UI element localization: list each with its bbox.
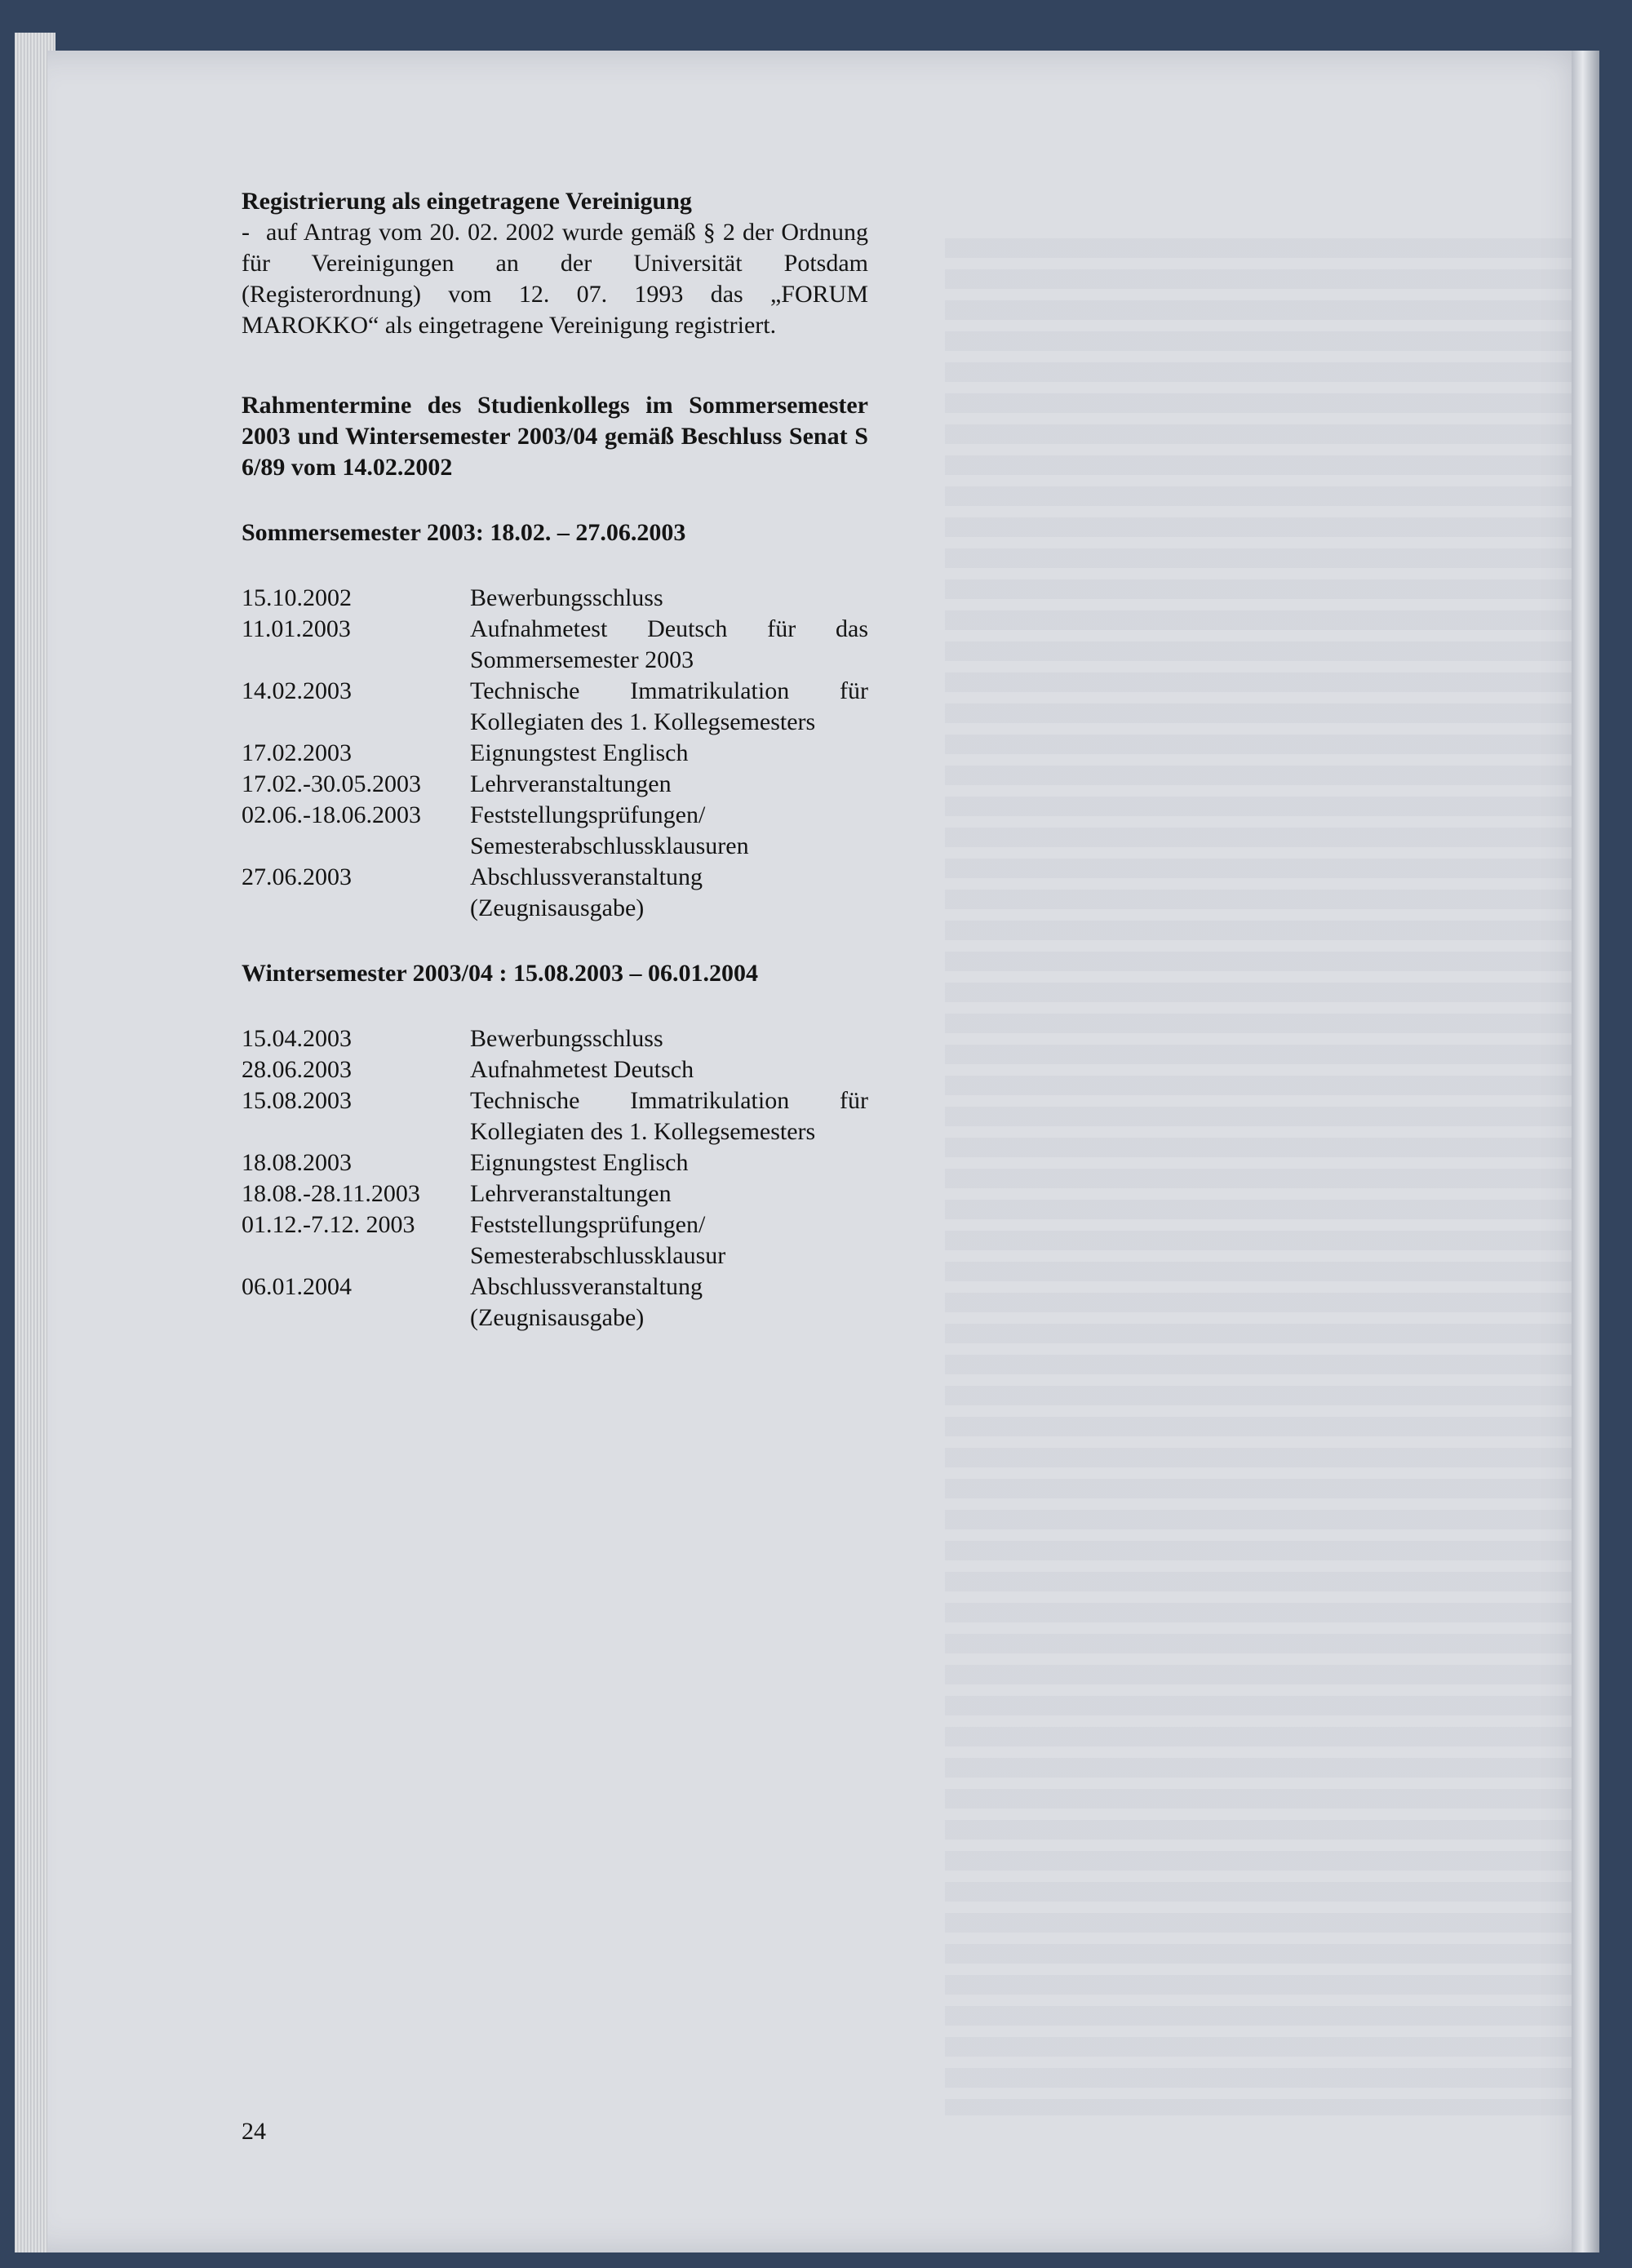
schedule-date: 11.01.2003: [242, 615, 351, 642]
schedule-row: [242, 1178, 868, 1209]
schedule-date: 15.04.2003: [242, 1025, 352, 1052]
schedule-row: [242, 738, 868, 769]
schedule-date: 17.02.2003: [242, 739, 352, 766]
list-dash: -: [242, 219, 250, 246]
winter-semester-heading: Wintersemester 2003/04 : 15.08.2003 – 06.01.2004: [242, 960, 758, 987]
registration-item: [242, 217, 868, 341]
schedule-row: [242, 1054, 868, 1085]
schedule-description: Technische Immatrikulation für Kollegiaten des 1. Kollegsemesters: [470, 677, 868, 735]
page-number: 24: [242, 2118, 266, 2145]
schedule-date: 15.10.2002: [242, 584, 352, 611]
schedule-date: 14.02.2003: [242, 677, 352, 704]
schedule-row: [242, 1209, 868, 1272]
schedule-date: 18.08.2003: [242, 1149, 352, 1176]
schedule-row: [242, 1272, 868, 1334]
summer-schedule: [242, 583, 868, 924]
schedule-date: 15.08.2003: [242, 1087, 352, 1114]
schedule-description: Bewerbungsschluss: [470, 584, 663, 611]
schedule-date: 01.12.-7.12. 2003: [242, 1211, 415, 1238]
schedule-row: [242, 1023, 868, 1054]
winter-schedule: [242, 1023, 868, 1334]
schedule-row: [242, 800, 868, 862]
schedule-description: Technische Immatrikulation für Kollegiaten des 1. Kollegsemesters: [470, 1087, 868, 1145]
schedule-date: 06.01.2004: [242, 1273, 352, 1300]
schedule-description: Bewerbungsschluss: [470, 1025, 663, 1052]
schedule-description: Lehrveranstaltungen: [470, 770, 672, 797]
schedule-row: [242, 1085, 868, 1147]
schedule-description: Feststellungsprüfungen/ Semesterabschlussklausuren: [470, 801, 749, 859]
schedule-row: [242, 614, 868, 676]
schedule-date: 18.08.-28.11.2003: [242, 1180, 420, 1207]
schedule-date: 17.02.-30.05.2003: [242, 770, 421, 797]
book-spine-shadow: [1572, 51, 1599, 2252]
schedule-row: [242, 769, 868, 800]
schedule-description: Aufnahmetest Deutsch: [470, 1056, 694, 1083]
schedule-description: Eignungstest Englisch: [470, 739, 689, 766]
schedule-description: Abschlussveranstaltung (Zeugnisausgabe): [470, 863, 703, 921]
schedule-date: 02.06.-18.06.2003: [242, 801, 421, 828]
page-content: [242, 186, 868, 1334]
show-through-text: [945, 238, 1598, 2115]
schedule-date: 27.06.2003: [242, 863, 352, 890]
schedule-row: [242, 583, 868, 614]
schedule-description: Eignungstest Englisch: [470, 1149, 689, 1176]
registration-heading: Registrierung als eingetragene Vereinigung: [242, 188, 692, 215]
schedule-description: Abschlussveranstaltung (Zeugnisausgabe): [470, 1273, 703, 1331]
framework-heading: Rahmentermine des Studienkollegs im Sommersemester 2003 und Wintersemester 2003/04 gemäß Beschluss Senat S 6/89 vom 14.02.2002: [242, 392, 868, 481]
schedule-description: Lehrveranstaltungen: [470, 1180, 672, 1207]
schedule-description: Feststellungsprüfungen/ Semesterabschlussklausur: [470, 1211, 726, 1269]
schedule-date: 28.06.2003: [242, 1056, 352, 1083]
schedule-description: Aufnahmetest Deutsch für das Sommersemester 2003: [470, 615, 868, 673]
schedule-row: [242, 1147, 868, 1178]
schedule-row: [242, 862, 868, 924]
schedule-row: [242, 676, 868, 738]
summer-semester-heading: Sommersemester 2003: 18.02. – 27.06.2003: [242, 519, 686, 546]
registration-text: auf Antrag vom 20. 02. 2002 wurde gemäß § 2 der Ordnung für Vereinigungen an der Universität Potsdam (Registerordnung) vom 12. 07. 1993 das „FORUM MAROKKO“ als eingetragene Vereinigung registriert.: [242, 219, 868, 339]
